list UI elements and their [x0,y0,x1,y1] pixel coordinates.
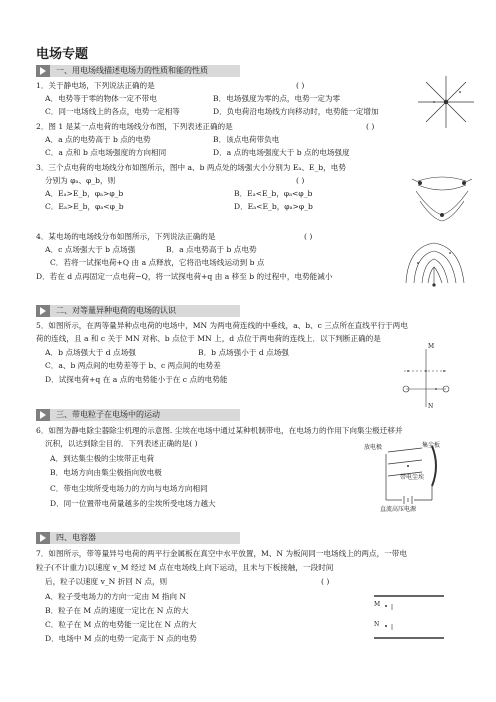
q1-stem: 1．关于静电场，下列说法正确的是 [36,81,155,90]
fig6-label-collector: 集尘板 [422,442,441,449]
section-header-2 [36,305,240,317]
figure-dipole-mn [398,345,454,411]
figure-three-charges-field [410,171,474,223]
section-label: 四、电容器 [56,533,96,542]
q7-stem-line-2: 粒子(不计重力)以速度 v_M 经过 M 点在电场线上向下运动，且未与下板接触，一段时间 [36,563,334,572]
triangle-icon [36,532,50,544]
q7-answer-paren: ( ) [321,577,330,586]
section-header-1 [36,65,240,77]
fig5-label-n: N [428,403,434,410]
q3-option-b: B．Eₐ<E_b，φₐ<φ_b [234,189,313,198]
triangle-icon [36,409,50,421]
q7-option-d: D．电场中 M 点的电势一定高于 N 点的电势 [45,634,197,643]
q6-stem-line-2: 沉积，以达到除尘目的．下列表述正确的是( ) [45,439,198,448]
q4-option-d: D．若在 d 点再固定一点电荷−Q，将一试探电荷+q 由 a 移至 b 的过程中，电势能减小 [36,272,333,281]
fig6-label-discharge: 放电极 [364,444,383,451]
q4-option-b: B．a 点电势高于 b 点电势 [166,245,257,254]
q2-stem: 2．图 1 是某一点电荷的电场线分布图，下列表述正确的是 [36,122,233,131]
q1-answer-paren: ( ) [296,81,305,90]
q6-option-b: B．电场方向由集尘极指向放电极 [50,468,162,477]
q1-option-d: D．负电荷沿电场线方向移动时，电势能一定增加 [213,107,379,116]
q5-option-b: B．b 点场强小于 d 点场强 [198,348,289,357]
q2-option-b: B．该点电荷带负电 [213,135,280,144]
fig6-label-dust: 带电尘埃 [400,474,425,481]
q6-option-c: C．带电尘埃所受电场力的方向与电场方向相同 [50,484,208,493]
q4-option-c: C．若将一试探电荷+Q 由 a 点释放，它将沿电场线运动到 b 点 [50,258,265,267]
q2-answer-paren: ( ) [366,122,375,131]
q4-answer-paren: ( ) [304,232,313,241]
q3-option-a: A．Eₐ>E_b，φₐ>φ_b [45,189,124,198]
q7-stem-line-3: 后，粒子以速度 v_N 折回 N 点，则 [45,577,168,586]
q2-option-c: C．a 点和 b 点电场强度的方向相同 [45,148,167,157]
q7-option-c: C．粒子在 M 点的电势能一定比在 N 点的大 [45,620,197,629]
q1-option-a: A．电势等于零的物体一定不带电 [45,94,157,103]
fig5-label-m: M [428,343,435,350]
q3-option-d: D．Eₐ<E_b，φₐ>φ_b [234,202,313,211]
fig7-label-n: N [374,621,380,628]
q2-option-a: A．a 点的电势高于 b 点的电势 [45,135,151,144]
q4-option-a: A．c 点场强大于 b 点场强 [45,245,136,254]
fig7-label-m: M [374,601,381,608]
q5-option-a: A．b 点场强大于 d 点场强 [45,348,136,357]
page-title: 电场专题 [36,47,89,62]
figure-point-charge-field [412,74,480,130]
q5-stem-line-1: 5．如图所示，在两等量异种点电荷的电场中，MN 为两电荷连线的中垂线，a、b、c 三点所在直线平行于两电 [36,321,408,330]
section-label: 一、用电场线描述电场力的性质和能的性质 [56,66,208,75]
q3-answer-paren: ( ) [296,176,305,185]
triangle-icon [36,65,50,77]
q6-option-a: A．到达集尘极的尘埃带正电荷 [50,454,155,463]
q1-option-c: C．同一电场线上的各点，电势一定相等 [45,107,180,116]
q6-option-d: D．同一位置带电荷量越多的尘埃所受电场力越大 [50,499,216,508]
q7-option-b: B．粒子在 M 点的速度一定比在 N 点的大 [45,606,189,615]
q3-stem-line-1: 3．三个点电荷的电场线分布如图所示，图中 a、b 两点处的场强大小分别为 Eₐ、E_b，电势 [36,163,346,172]
figure-parallel-plates [372,594,446,642]
q4-stem: 4．某电场的电场线分布如图所示，下列说法正确的是 [36,232,216,241]
q6-stem-line-1: 6．如图为静电除尘器除尘机理的示意图. 尘埃在电场中通过某种机制带电，在电场力的作用下向集尘极迁移并 [36,426,403,435]
q7-stem-line-1: 7．如图所示，带等量异号电荷的两平行金属板在真空中水平放置，M、N 为板间同一电场线上的两点，一带电 [36,549,407,558]
fig6-label-supply: 直流高压电源 [380,506,417,513]
section-label: 二、对等量异种电荷的电场的认识 [56,306,176,315]
q3-option-c: C．Eₐ>E_b，φₐ<φ_b [45,202,124,211]
q5-stem-line-2: 荷的连线，且 a 和 c 关于 MN 对称、b 点位于 MN 上，d 点位于两电荷的连线上．以下判断正确的是 [36,334,381,343]
triangle-icon [36,305,50,317]
figure-precipitator [360,442,452,513]
q3-stem-line-2: 分别为 φₐ、φ_b，则 [45,176,116,185]
q5-option-c: C．a、b 两点间的电势差等于 b、c 两点间的电势差 [45,361,221,370]
section-label: 三、带电粒子在电场中的运动 [56,410,160,419]
q2-option-d: D．a 点的电场强度大于 b 点的电场强度 [213,148,350,157]
section-header-3 [36,409,240,421]
figure-field-lines [398,233,472,287]
q5-option-d: D．试探电荷+q 在 a 点的电势能小于在 c 点的电势能 [45,375,228,384]
section-header-4 [36,532,240,544]
q1-option-b: B．电场强度为零的点，电势一定为零 [213,94,341,103]
q7-option-a: A．粒子受电场力的方向一定由 M 指向 N [45,592,187,601]
